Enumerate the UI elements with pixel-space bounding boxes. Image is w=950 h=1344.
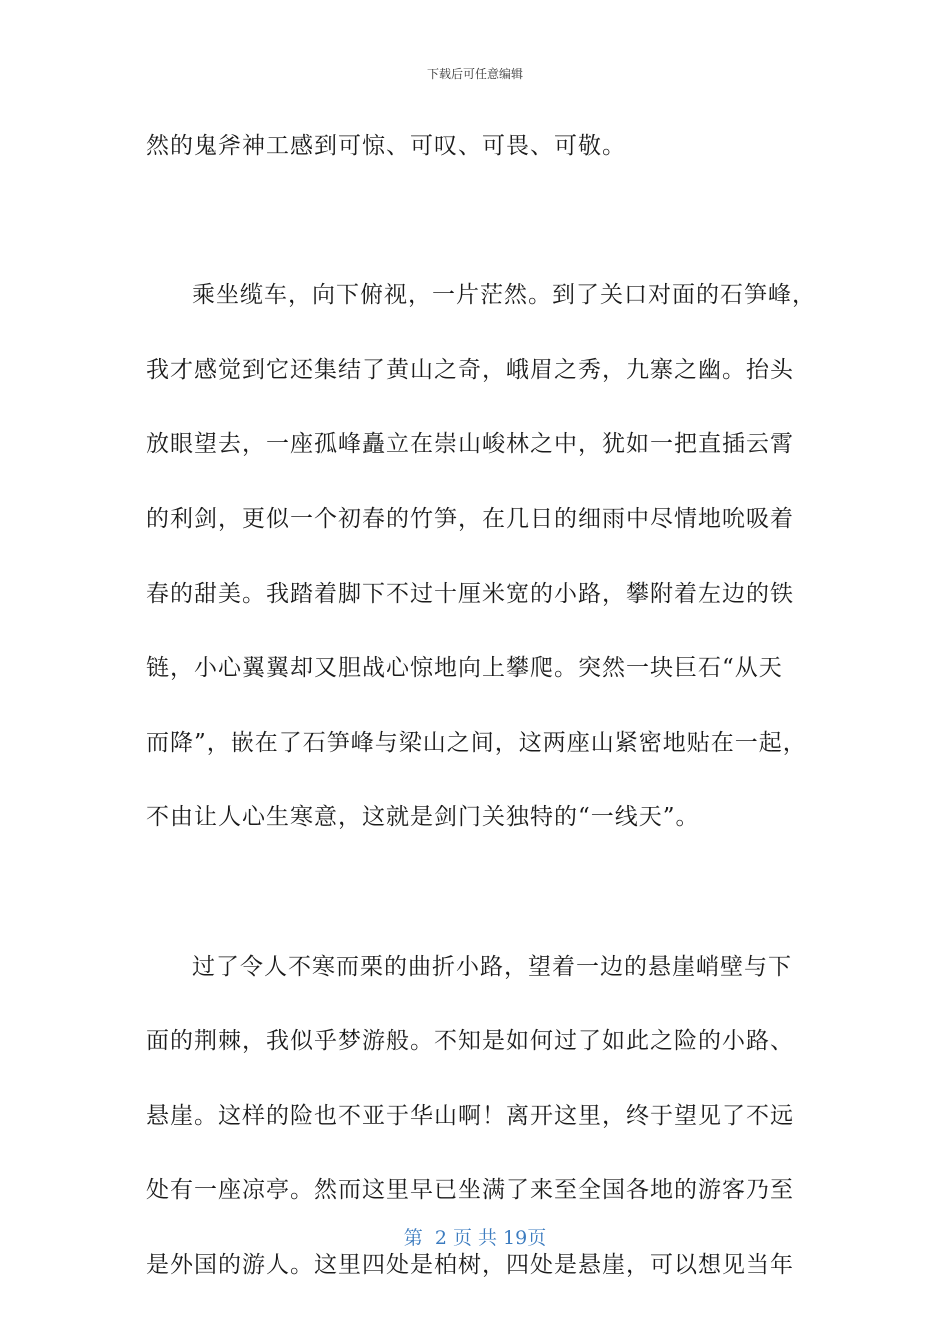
text-line: 链，小心翼翼却又胆战心惊地向上攀爬。突然一块巨石“从天 <box>146 655 783 682</box>
body-text <box>146 118 816 1312</box>
text-line: 而降”，嵌在了石笋峰与梁山之间，这两座山紧密地贴在一起， <box>146 729 807 756</box>
text-line: 悬崖。这样的险也不亚于华山啊！离开这里，终于望见了不远 <box>146 1102 794 1129</box>
text-line <box>146 864 806 939</box>
text-line: 的利剑，更似一个初春的竹笋，在几日的细雨中尽情地吮吸着 <box>146 505 794 532</box>
text-line: 过了令人不寒而栗的曲折小路，望着一边的悬崖峭壁与下 <box>192 953 792 980</box>
text-line: 是外国的游人。这里四处是柏树，四处是悬崖，可以想见当年 <box>146 1251 794 1278</box>
text-line: 处有一座凉亭。然而这里早已坐满了来至全国各地的游客乃至 <box>146 1177 794 1204</box>
text-line: 然的鬼斧神工感到可惊、可叹、可畏、可敬。 <box>146 133 626 159</box>
text-line: 面的荆棘，我似乎梦游般。不知是如何过了如此之险的小路、 <box>146 1028 794 1055</box>
text-line: 春的甜美。我踏着脚下不过十厘米宽的小路，攀附着左边的铁 <box>146 580 794 607</box>
text-line: 放眼望去，一座孤峰矗立在崇山峻林之中，犹如一把直插云霄 <box>146 431 794 458</box>
text-line: 我才感觉到它还集结了黄山之奇，峨眉之秀，九寨之幽。抬头 <box>146 356 794 383</box>
page-number-footer: 第 2 页 共 19页 <box>403 1227 547 1249</box>
text-line: 不由让人心生寒意，这就是剑门关独特的“一线天”。 <box>146 804 700 831</box>
page-header: 下载后可任意编辑 <box>426 67 523 81</box>
text-line: 乘坐缆车，向下俯视，一片茫然。到了关口对面的石笋峰， <box>192 282 816 309</box>
text-line <box>146 193 806 268</box>
